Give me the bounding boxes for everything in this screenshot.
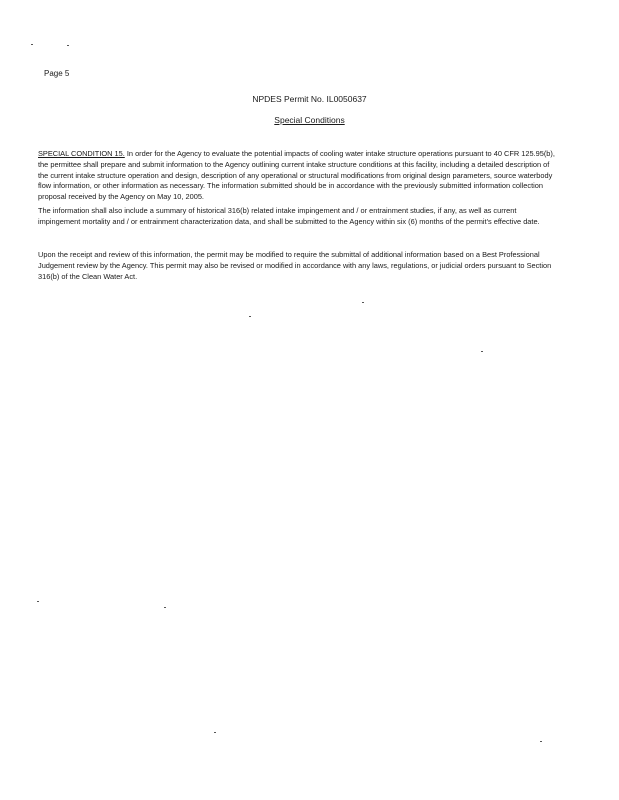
special-condition-paragraph [38,149,559,203]
scan-speck [214,732,216,733]
scan-speck [481,351,483,352]
page-label: Page 5 [44,69,70,78]
scan-speck [249,316,251,317]
section-title: Special Conditions [274,115,345,125]
historical-studies-paragraph: The information shall also include a summary of historical 316(b) related intake impingement and / or entrainment studies, if any, as well as current impingement mortality and / or entrainment characterization data, and shall be submitted to the Agency within six (6) months of the permit's effective date. [38,206,540,226]
scan-speck [362,302,364,303]
special-condition-label: SPECIAL CONDITION 15. [38,149,125,158]
permit-number: NPDES Permit No. IL0050637 [252,94,367,104]
scan-speck [164,607,166,608]
scan-speck [540,741,542,742]
scan-speck [67,45,69,46]
permit-modification-paragraph: Upon the receipt and review of this information, the permit may be modified to require the submittal of additional information based on a Best Professional Judgement review by the Agency. This permit may also be revised or modified in accordance with any laws, regulations, or judicial orders pursuant to Section 316(b) of the Clean Water Act. [38,250,552,281]
scan-speck [31,44,33,45]
special-condition-text: In order for the Agency to evaluate the potential impacts of cooling water intake structure operations pursuant to 40 CFR 125.95(b), the permittee shall prepare and submit information to the Agency outlining current intake structure conditions at this facility, including a detailed description of the current intake structure operation and design, description of any operational or structural modifications from original design parameters, source waterbody flow information, or other information as necessary. The information submitted should be in accordance with the previously submitted information collection proposal received by the Agency on May 10, 2005. [38,149,555,202]
scan-speck [37,601,39,602]
